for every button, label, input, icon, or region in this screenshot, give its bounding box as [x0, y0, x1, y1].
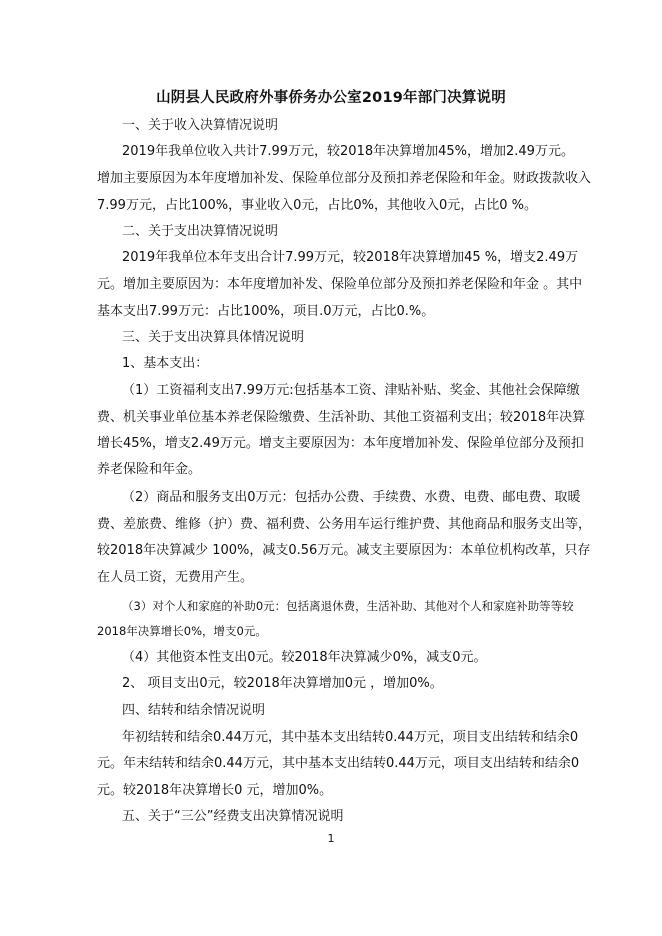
paragraph-line: 在人员工资，无费用产生。 — [97, 570, 254, 585]
paragraph-line: 2019年我单位收入共计7.99万元，较2018年决算增加45%，增加2.49万元。 — [122, 144, 574, 159]
paragraph-line: 费、差旅费、维修（护）费、福利费、公务用车运行维护费、其他商品和服务支出等， — [97, 517, 592, 532]
section-heading-income: 一、关于收入决算情况说明 — [122, 118, 279, 133]
paragraph-line: （4）其他资本性支出0元。较2018年决算减少0%，减支0元。 — [122, 650, 487, 665]
paragraph-line: 养老保险和年金。 — [97, 462, 202, 477]
section-heading-carryover: 四、结转和结余情况说明 — [122, 703, 266, 718]
paragraph-line: 2018年决算增长0%，增支0元。 — [97, 624, 267, 638]
paragraph-line: 基本支出7.99万元：占比100%，项目.0万元，占比0.%。 — [97, 304, 435, 319]
paragraph-line: （3）对个人和家庭的补助0元：包括离退休费，生活补助、其他对个人和家庭补助等等较 — [122, 599, 574, 613]
paragraph-line: （2）商品和服务支出0万元：包括办公费、手续费、水费、电费、邮电费、取暖 — [122, 490, 581, 505]
page-title: 山阴县人民政府外事侨务办公室2019年部门决算说明 — [156, 90, 506, 106]
subsection-heading-project: 2、 项目支出0元，较2018年决算增加0元 ，增加0%。 — [122, 676, 443, 691]
paragraph-line: （1）工资福利支出7.99万元:包括基本工资、津贴补贴、奖金、其他社会保障缴 — [122, 383, 580, 398]
paragraph-line: 元。增加主要原因为：本年度增加补发、保险单位部分及预扣养老保险和年金 。其中 — [97, 277, 583, 292]
paragraph-line: 7.99万元，占比100%，事业收入0元，占比0%，其他收入0元，占比0 %。 — [97, 198, 538, 213]
paragraph-line: 元。较2018年决算增长0 元，增加0%。 — [97, 783, 333, 798]
paragraph-line: 2019年我单位本年支出合计7.99万元，较2018年决算增加45 %，增支2.49万 — [122, 250, 579, 265]
section-heading-three-public: 五、关于“三公”经费支出决算情况说明 — [122, 809, 344, 824]
page-number: 1 — [327, 832, 335, 845]
paragraph-line: 增长45%，增支2.49万元。增支主要原因为：本年度增加补发、保险单位部分及预扣 — [97, 436, 584, 451]
paragraph-line: 年初结转和结余0.44万元，其中基本支出结转0.44万元，项目支出结转和结余0 — [122, 730, 579, 745]
paragraph-line: 较2018年决算减少 100%，减支0.56万元。减支主要原因为：本单位机构改革，只存 — [97, 543, 591, 558]
paragraph-line: 元。年末结转和结余0.44万元，其中基本支出结转0.44万元，项目支出结转和结余0 — [97, 756, 580, 771]
subsection-heading-basic: 1、基本支出： — [122, 356, 209, 371]
paragraph-line: 增加主要原因为本年度增加补发、保险单位部分及预扣养老保险和年金。财政拨款收入 — [97, 171, 592, 186]
section-heading-expenditure: 二、关于支出决算情况说明 — [122, 224, 279, 239]
section-heading-expenditure-detail: 三、关于支出决算具体情况说明 — [122, 330, 305, 345]
paragraph-line: 费、机关事业单位基本养老保险缴费、生活补助、其他工资福利支出；较2018年决算 — [97, 410, 586, 425]
